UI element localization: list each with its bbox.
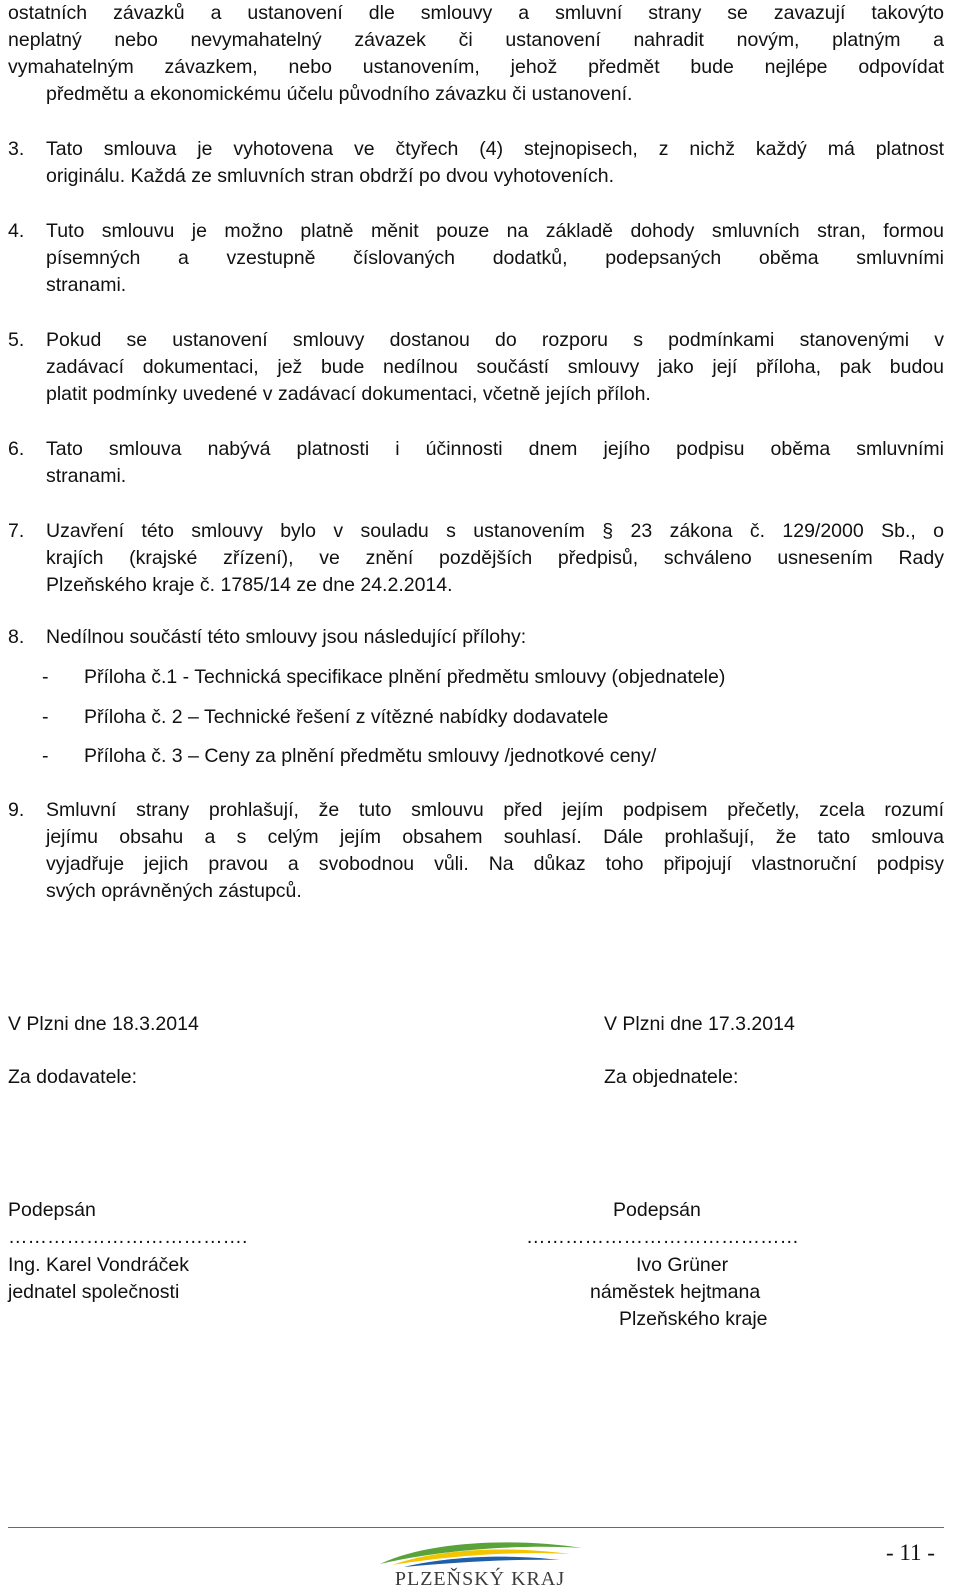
place-date: V Plzni dne 18.3.2014 (8, 1013, 199, 1035)
intro-line: neplatný nebo nevymahatelný závazek či ustanovení nahradit novým, platným a (8, 29, 944, 51)
clause-line: Tuto smlouvu je možno platně měnit pouze na základě dohody smluvních stran, formou (46, 220, 944, 242)
signatory-role-region: Plzeňského kraje (619, 1308, 768, 1330)
clause-line: platit podmínky uvedené v zadávací dokumentaci, včetně jejích příloh. (46, 383, 651, 405)
place-date: V Plzni dne 17.3.2014 (604, 1013, 795, 1035)
clause-line: vyjadřuje jejich pravou a svobodnou vůli. Na důkaz toho připojují vlastnoruční podpisy (46, 853, 944, 875)
signatory-role: náměstek hejtmana (590, 1281, 761, 1303)
logo-text: PLZEŇSKÝ KRAJ (394, 1568, 566, 1590)
signatory-name: Ing. Karel Vondráček (8, 1254, 190, 1276)
clause-number: 8. (8, 626, 25, 648)
list-dash: - (42, 706, 49, 728)
clause-number: 4. (8, 220, 25, 242)
clause-line: písemných a vzestupně číslovaných dodatků, podepsaných oběma smluvními (46, 247, 944, 269)
clause-number: 5. (8, 329, 25, 351)
signed-label: Podepsán (8, 1199, 96, 1221)
list-dash: - (42, 666, 49, 688)
clause-line: Plzeňského kraje č. 1785/14 ze dne 24.2.2014. (46, 574, 453, 596)
clause-line: krajích (krajské zřízení), ve znění pozdějších předpisů, schváleno usnesením Rady (46, 547, 944, 569)
clause-line: zadávací dokumentaci, jež bude nedílnou součástí smlouvy jako její příloha, pak budou (46, 356, 944, 378)
signed-label: Podepsán (613, 1199, 701, 1221)
intro-line: vymahatelným závazkem, nebo ustanovením, jehož předmět bude nejlépe odpovídat (8, 56, 944, 78)
clause-number: 3. (8, 138, 25, 160)
signature-dots: …………………………………… (526, 1226, 799, 1248)
clause-line: Tato smlouva je vyhotovena ve čtyřech (4) stejnopisech, z nichž každý má platnost (46, 138, 944, 160)
clause-line: stranami. (46, 274, 127, 296)
attachment-item: Příloha č. 3 – Ceny za plnění předmětu smlouvy /jednotkové ceny/ (84, 745, 657, 767)
signatory-name: Ivo Grüner (636, 1254, 729, 1276)
footer-rule (8, 1527, 944, 1528)
party-label: Za objednatele: (604, 1066, 739, 1088)
logo-swoosh-icon (370, 1538, 590, 1568)
clause-number: 9. (8, 799, 25, 821)
clause-number: 7. (8, 520, 25, 542)
clause-line: originálu. Každá ze smluvních stran obdrží po dvou vyhotoveních. (46, 165, 614, 187)
clause-line: Pokud se ustanovení smlouvy dostanou do rozporu s podmínkami stanovenými v (46, 329, 944, 351)
attachment-item: Příloha č. 2 – Technické řešení z vítězné nabídky dodavatele (84, 706, 609, 728)
intro-line: předmětu a ekonomickému účelu původního závazku či ustanovení. (46, 83, 633, 105)
list-dash: - (42, 745, 49, 767)
clause-line: Uzavření této smlouvy bylo v souladu s ustanovením § 23 zákona č. 129/2000 Sb., o (46, 520, 944, 542)
clause-line: Nedílnou součástí této smlouvy jsou následující přílohy: (46, 626, 527, 648)
page-number: - 11 - (886, 1540, 935, 1565)
attachment-item: Příloha č.1 - Technická specifikace plnění předmětu smlouvy (objednatele) (84, 666, 726, 688)
clause-line: stranami. (46, 465, 127, 487)
clause-line: Tato smlouva nabývá platnosti i účinnosti dnem jejího podpisu oběma smluvními (46, 438, 944, 460)
party-label: Za dodavatele: (8, 1066, 138, 1088)
clause-line: jejímu obsahu a s celým jejím obsahem souhlasí. Dále prohlašují, že tato smlouva (46, 826, 944, 848)
plzensky-kraj-logo (370, 1538, 590, 1590)
signature-dots: ………………………………. (8, 1226, 248, 1248)
clause-line: svých oprávněných zástupců. (46, 880, 302, 902)
signatory-role: jednatel společnosti (8, 1281, 180, 1303)
clause-line: Smluvní strany prohlašují, že tuto smlouvu před jejím podpisem přečetly, zcela rozumí (46, 799, 944, 821)
clause-number: 6. (8, 438, 25, 460)
intro-line: ostatních závazků a ustanovení dle smlouvy a smluvní strany se zavazují takovýto (8, 2, 944, 24)
